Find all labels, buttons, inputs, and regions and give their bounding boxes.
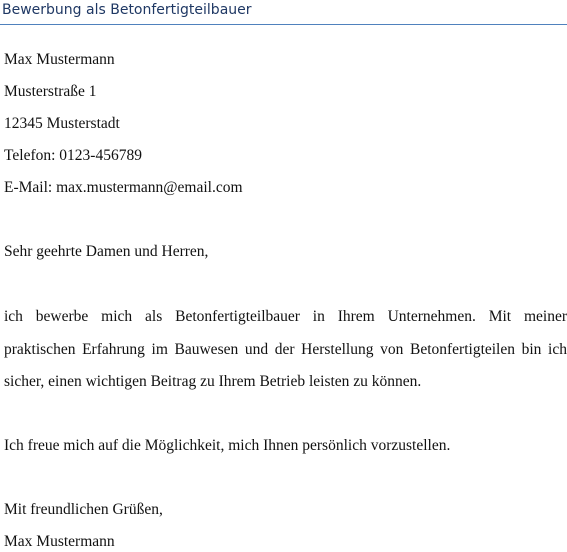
document-header [0,0,567,25]
salutation: Sehr geehrte Damen und Herren, [4,243,209,260]
sender-name: Max Mustermann [4,51,115,68]
paragraph-1-line-2: praktischen Erfahrung im Bauwesen und der Herstellung von Betonfertigteilen bin ich [4,341,567,358]
document-title: Bewerbung als Betonfertigteilbauer [2,2,252,18]
paragraph-1-line-3: sicher, einen wichtigen Beitrag zu Ihrem Betrieb leisten zu können. [4,373,422,390]
sender-email: E-Mail: max.mustermann@email.com [4,179,243,196]
sender-phone: Telefon: 0123-456789 [4,147,142,164]
closing: Mit freundlichen Grüßen, [4,501,163,518]
signature: Max Mustermann [4,533,115,550]
paragraph-1-line-1: ich bewerbe mich als Betonfertigteilbauer in Ihrem Unternehmen. Mit meiner [4,308,567,325]
sender-city: 12345 Musterstadt [4,115,120,132]
paragraph-2: Ich freue mich auf die Möglichkeit, mich Ihnen persönlich vorzustellen. [4,437,451,454]
sender-street: Musterstraße 1 [4,83,97,100]
